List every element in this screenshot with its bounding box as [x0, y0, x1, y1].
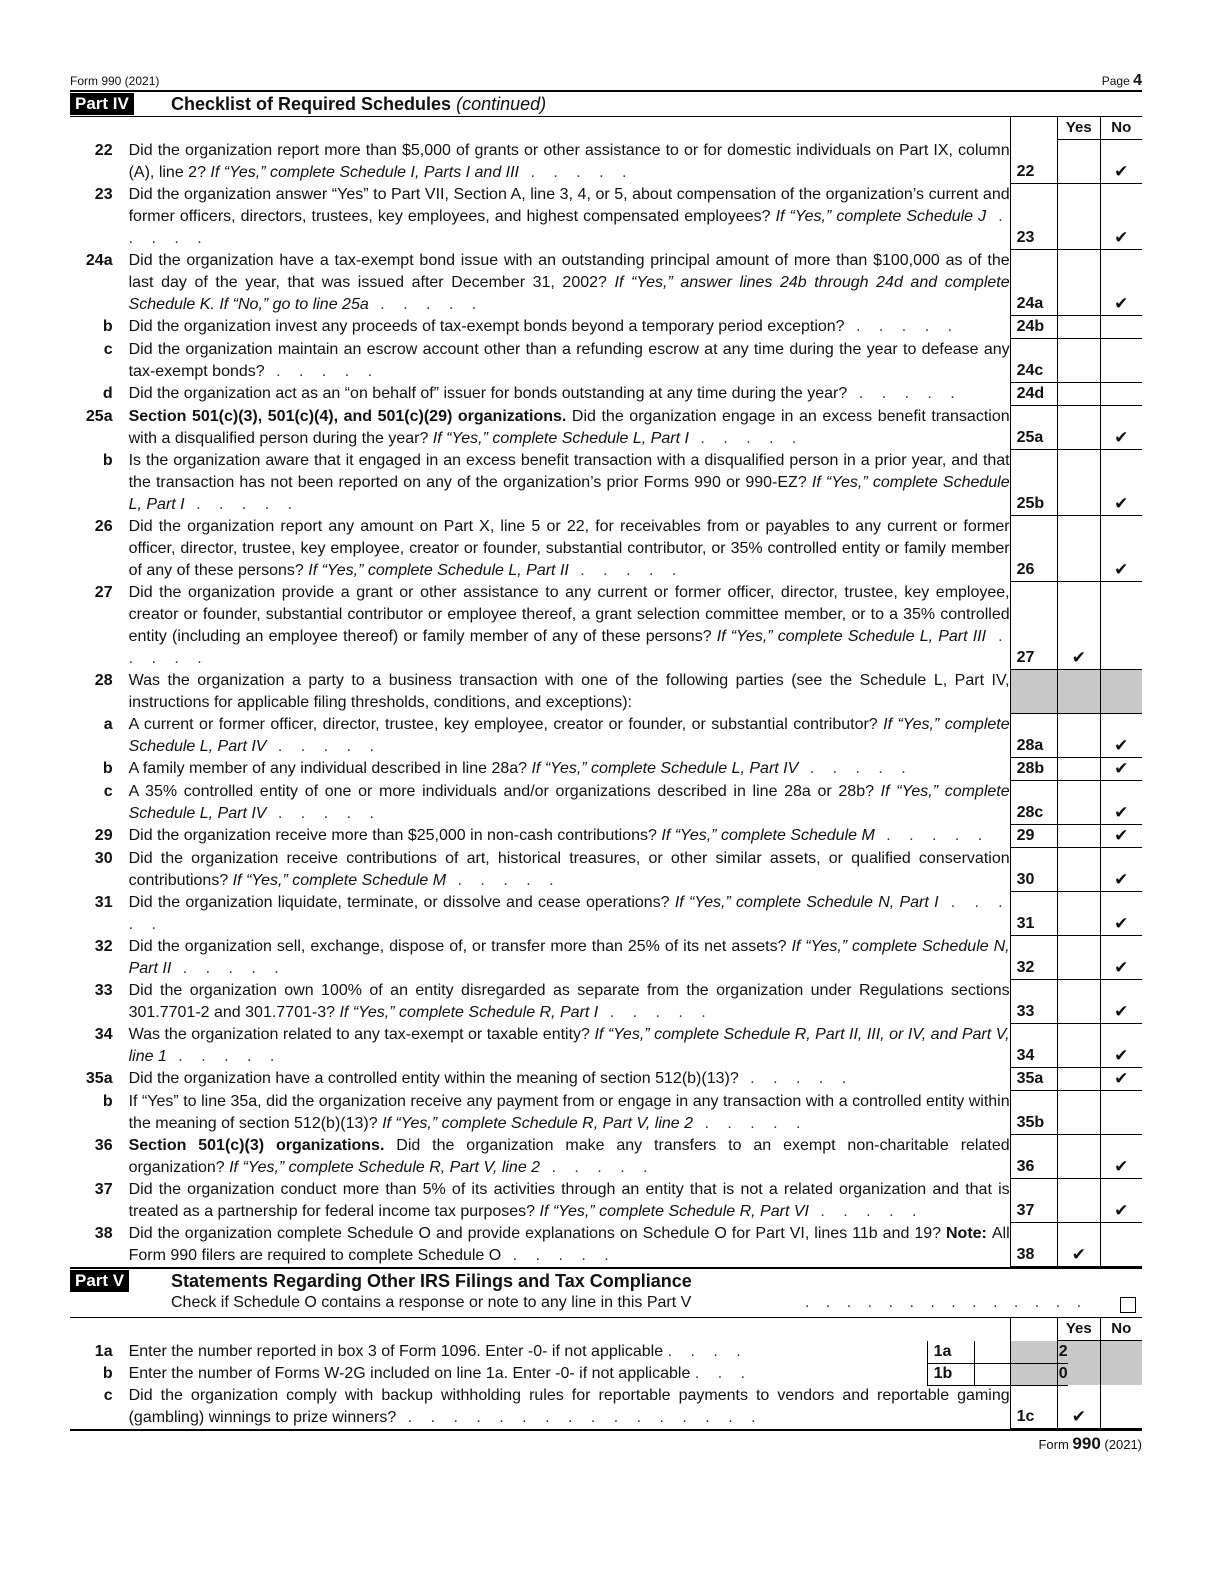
line-ref: 27	[1010, 582, 1057, 670]
no-cell[interactable]	[1100, 1091, 1142, 1135]
checklist-row	[70, 406, 1142, 450]
line-question: Did the organization conduct more than 5% of its activities through an entity that is not a related organization and that is treated as a partnership for federal income tax purposes? If “Yes,” complete Schedule R, Part VI . . . . .	[128, 1180, 1010, 1220]
line-ref: 28a	[1010, 714, 1057, 758]
line-number: 35a	[85, 1069, 113, 1087]
line-number: 27	[94, 583, 113, 601]
yes-cell[interactable]	[1058, 383, 1100, 406]
yes-cell[interactable]	[1058, 516, 1100, 582]
no-cell[interactable]	[1100, 582, 1142, 670]
line-question: Did the organization answer “Yes” to Part VII, Section A, line 3, 4, or 5, about compensation of the organization’s current and former officers, directors, trustees, key employees, and highest compensated employees? If “Yes,” complete Schedule J . . . . .	[128, 185, 1010, 247]
checklist-row	[70, 1068, 1142, 1091]
yes-cell[interactable]: ✔	[1058, 1223, 1100, 1267]
checklist-row	[70, 383, 1142, 406]
no-cell[interactable]	[1100, 383, 1142, 406]
checklist-row	[70, 1091, 1142, 1135]
part-v-label: Part V	[70, 1270, 129, 1292]
footer-form-number: 990	[1072, 1434, 1101, 1453]
part-v-header: Part V Statements Regarding Other IRS Filings and Tax Compliance Check if Schedule O contains a response or note to any line in this Part V . . . . . . . . . . . . . .	[70, 1267, 1142, 1318]
line-ref: 28c	[1010, 781, 1057, 825]
checklist-row	[70, 670, 1142, 714]
checklist-row	[70, 892, 1142, 936]
line-question: If “Yes” to line 35a, did the organization receive any payment from or engage in any transaction with a controlled entity within the meaning of section 512(b)(13)? If “Yes,” complete Schedule R, Part V, line 2 . . . . .	[128, 1092, 1010, 1132]
line-1b-text: Enter the number of Forms W-2G included on line 1a. Enter -0- if not applicable	[128, 1364, 691, 1382]
no-cell[interactable]	[1100, 339, 1142, 383]
line-number: 32	[94, 937, 113, 955]
no-cell[interactable]: ✔	[1100, 516, 1142, 582]
column-header-row	[70, 117, 1142, 140]
yes-cell[interactable]	[1058, 1179, 1100, 1223]
line-question: Is the organization aware that it engaged in an excess benefit transaction with a disqualified person in a prior year, and that the transaction has not been reported on any of the organization’s prior Forms 990 or 990-EZ? If “Yes,” complete Schedule L, Part I . . . . .	[128, 451, 1010, 513]
line-number: b	[102, 1092, 113, 1110]
checklist-row	[70, 1179, 1142, 1223]
line-ref: 24c	[1010, 339, 1057, 383]
line-ref: 23	[1010, 184, 1057, 250]
checklist-row	[70, 980, 1142, 1024]
line-1c-yes[interactable]: ✔	[1058, 1385, 1100, 1429]
form-label: Form 990 (2021)	[70, 74, 160, 88]
no-cell[interactable]	[1100, 670, 1142, 714]
no-cell[interactable]: ✔	[1100, 184, 1142, 250]
line-1c-text: Did the organization comply with backup withholding rules for reportable payments to vendors and reportable gaming (gambling) winnings to prize winners?	[128, 1386, 1010, 1426]
checklist-row	[70, 1024, 1142, 1068]
line-question: Was the organization a party to a business transaction with one of the following parties (see the Schedule L, Part IV, instructions for applicable filing thresholds, conditions, and exceptions):	[128, 671, 1010, 711]
yes-cell[interactable]	[1058, 316, 1100, 339]
yes-cell[interactable]	[1058, 825, 1100, 848]
yes-cell[interactable]	[1058, 848, 1100, 892]
part-v-table	[70, 1318, 1142, 1429]
line-number: 26	[94, 517, 113, 535]
schedule-o-checkbox[interactable]	[1120, 1297, 1136, 1313]
line-number: a	[103, 715, 113, 733]
line-question: Did the organization provide a grant or other assistance to any current or former officer, director, trustee, key employee, creator or founder, substantial contributor or employee thereof, a grant selection committee member, or to a 35% controlled entity (including an employee thereof) or family member of any of these persons? If “Yes,” complete Schedule L, Part III . . . . .	[128, 583, 1010, 667]
yes-cell[interactable]	[1058, 339, 1100, 383]
line-ref: 26	[1010, 516, 1057, 582]
line-question: Section 501(c)(3) organizations. Did the organization make any transfers to an exempt non-charitable related organization? If “Yes,” complete Schedule R, Part V, line 2 . . . . .	[128, 1136, 1010, 1176]
line-number: 23	[94, 185, 113, 203]
line-ref: 24b	[1010, 316, 1057, 339]
line-ref: 38	[1010, 1223, 1057, 1267]
checklist-row	[70, 758, 1142, 781]
line-1c-no[interactable]	[1100, 1385, 1142, 1429]
yes-cell[interactable]	[1058, 714, 1100, 758]
line-question: Section 501(c)(3), 501(c)(4), and 501(c)(29) organizations. Did the organization engage in an excess benefit transaction with a disqualified person during the year? If “Yes,” complete Schedule L, Part I . . . . .	[128, 407, 1010, 447]
no-cell[interactable]: ✔	[1100, 825, 1142, 848]
line-number: 37	[94, 1180, 113, 1198]
line-question: Did the organization receive more than $25,000 in non-cash contributions? If “Yes,” complete Schedule M . . . . .	[128, 826, 990, 844]
checklist-row	[70, 250, 1142, 316]
part-iv-header	[70, 90, 1142, 117]
line-1a-value[interactable]: 2	[975, 1341, 1068, 1364]
line-ref: 28b	[1010, 758, 1057, 781]
part-v-title: Statements Regarding Other IRS Filings and Tax Compliance	[171, 1271, 692, 1291]
line-ref: 34	[1010, 1024, 1057, 1068]
checklist-row	[70, 184, 1142, 250]
checklist-row	[70, 450, 1142, 516]
line-number: 31	[94, 893, 113, 911]
yes-cell[interactable]	[1058, 758, 1100, 781]
no-cell[interactable]: ✔	[1100, 714, 1142, 758]
line-1b-value[interactable]: 0	[975, 1363, 1068, 1386]
line-number: 29	[94, 826, 113, 844]
line-ref: 36	[1010, 1135, 1057, 1179]
checklist-row	[70, 936, 1142, 980]
no-column-header: No	[1100, 117, 1142, 140]
no-cell[interactable]: ✔	[1100, 1068, 1142, 1091]
no-cell[interactable]: ✔	[1100, 758, 1142, 781]
line-ref: 22	[1010, 140, 1057, 184]
checklist-row	[70, 316, 1142, 339]
line-question: A current or former officer, director, trustee, key employee, creator or founder, or substantial contributor? If “Yes,” complete Schedule L, Part IV . . . . .	[128, 715, 1010, 755]
no-cell[interactable]: ✔	[1100, 450, 1142, 516]
page-footer: Form 990 (2021)	[70, 1429, 1142, 1454]
checklist-row	[70, 1223, 1142, 1267]
part-iv-title: Checklist of Required Schedules (continued)	[171, 94, 547, 114]
line-1c-ref: 1c	[1010, 1385, 1057, 1429]
line-ref: 24d	[1010, 383, 1057, 406]
part-iv-label: Part IV	[70, 93, 134, 115]
line-question: Did the organization invest any proceeds of tax-exempt bonds beyond a temporary period exception? . . . . .	[128, 317, 960, 335]
line-number: 34	[94, 1025, 113, 1043]
line-1a-row: 1a Enter the number reported in box 3 of Form 1096. Enter -0- if not applicable . . . . 1a 2	[70, 1341, 1142, 1363]
line-question: A 35% controlled entity of one or more individuals and/or organizations described in line 28a or 28b? If “Yes,” complete Schedule L, Part IV . . . . .	[128, 782, 1010, 822]
line-question: Did the organization complete Schedule O and provide explanations on Schedule O for Part VI, lines 11b and 19? Note: All Form 990 filers are required to complete Schedule O . . . . .	[128, 1224, 1010, 1264]
line-question: Did the organization act as an “on behalf of” issuer for bonds outstanding at any time during the year? . . . . .	[128, 384, 962, 402]
no-cell[interactable]: ✔	[1100, 406, 1142, 450]
no-cell[interactable]: ✔	[1100, 892, 1142, 936]
yes-cell[interactable]	[1058, 1135, 1100, 1179]
part-v-no-header: No	[1100, 1318, 1142, 1341]
line-ref: 31	[1010, 892, 1057, 936]
checklist-row	[70, 1135, 1142, 1179]
no-cell[interactable]: ✔	[1100, 1024, 1142, 1068]
yes-cell[interactable]: ✔	[1058, 582, 1100, 670]
line-ref: 24a	[1010, 250, 1057, 316]
checklist-row	[70, 848, 1142, 892]
line-question: Was the organization related to any tax-exempt or taxable entity? If “Yes,” complete Schedule R, Part II, III, or IV, and Part V, line 1 . . . . .	[128, 1025, 1010, 1065]
line-number: c	[103, 782, 113, 800]
no-cell[interactable]: ✔	[1100, 848, 1142, 892]
checklist-row	[70, 582, 1142, 670]
part-iv-checklist	[70, 117, 1142, 1267]
line-ref: 25a	[1010, 406, 1057, 450]
part-v-yes-header: Yes	[1058, 1318, 1100, 1341]
line-number: 24a	[85, 251, 113, 269]
line-question: Did the organization maintain an escrow account other than a refunding escrow at any time during the year to defease any tax-exempt bonds? . . . . .	[128, 340, 1010, 380]
line-number: 28	[94, 671, 113, 689]
yes-column-header: Yes	[1058, 117, 1100, 140]
yes-cell[interactable]	[1058, 1091, 1100, 1135]
line-ref: 32	[1010, 936, 1057, 980]
line-question: Did the organization have a controlled entity within the meaning of section 512(b)(13)? . . . . .	[128, 1069, 854, 1087]
line-number: b	[102, 759, 113, 777]
checklist-row	[70, 516, 1142, 582]
no-cell[interactable]: ✔	[1100, 1179, 1142, 1223]
line-number: b	[102, 451, 113, 469]
schedule-o-check-text: Check if Schedule O contains a response or note to any line in this Part V	[171, 1294, 692, 1311]
line-number: 25a	[85, 407, 113, 425]
line-1b-row: b Enter the number of Forms W-2G included on line 1a. Enter -0- if not applicable . . . 1b 0	[70, 1363, 1142, 1385]
line-ref	[1010, 670, 1057, 714]
yes-cell[interactable]	[1058, 1068, 1100, 1091]
yes-cell[interactable]	[1058, 781, 1100, 825]
page-number: Page 4	[1101, 72, 1142, 89]
yes-cell[interactable]	[1058, 1024, 1100, 1068]
checklist-row	[70, 339, 1142, 383]
checklist-row	[70, 714, 1142, 758]
page-header	[70, 72, 1142, 90]
line-ref: 35b	[1010, 1091, 1057, 1135]
yes-cell[interactable]	[1058, 184, 1100, 250]
line-ref: 35a	[1010, 1068, 1057, 1091]
line-1c-row: c Did the organization comply with backup withholding rules for reportable payments to vendors and reportable gaming (gambling) winnings to prize winners? . . . . . . . . . . . . . . . . 1c ✔	[70, 1385, 1142, 1429]
form-page	[70, 72, 1142, 1454]
yes-cell[interactable]	[1058, 140, 1100, 184]
checklist-row	[70, 140, 1142, 184]
no-cell[interactable]: ✔	[1100, 250, 1142, 316]
no-cell[interactable]: ✔	[1100, 1135, 1142, 1179]
line-question: Did the organization receive contributions of art, historical treasures, or other similar assets, or qualified conservation contributions? If “Yes,” complete Schedule M . . . . .	[128, 849, 1010, 889]
line-ref: 30	[1010, 848, 1057, 892]
line-ref: 33	[1010, 980, 1057, 1024]
line-number: d	[102, 384, 113, 402]
yes-cell[interactable]	[1058, 936, 1100, 980]
line-1a-text: Enter the number reported in box 3 of Form 1096. Enter -0- if not applicable	[128, 1342, 664, 1360]
line-ref: 29	[1010, 825, 1057, 848]
yes-cell[interactable]	[1058, 450, 1100, 516]
checklist-row	[70, 825, 1142, 848]
line-question: Did the organization sell, exchange, dispose of, or transfer more than 25% of its net assets? If “Yes,” complete Schedule N, Part II . . . . .	[128, 937, 1010, 977]
line-number: 38	[94, 1224, 113, 1242]
line-question: Did the organization have a tax-exempt bond issue with an outstanding principal amount of more than $100,000 as of the last day of the year, that was issued after December 31, 2002? If “Yes,” answer lines 24b through 24d and complete Schedule K. If “No,” go to line 25a . . . . .	[128, 251, 1010, 313]
line-number: 30	[94, 849, 113, 867]
no-cell[interactable]	[1100, 1223, 1142, 1267]
yes-cell[interactable]	[1058, 892, 1100, 936]
no-cell[interactable]: ✔	[1100, 936, 1142, 980]
yes-cell[interactable]	[1058, 670, 1100, 714]
line-question: A family member of any individual described in line 28a? If “Yes,” complete Schedule L, Part IV . . . . .	[128, 759, 913, 777]
no-cell[interactable]: ✔	[1100, 140, 1142, 184]
line-question: Did the organization report more than $5,000 of grants or other assistance to or for domestic individuals on Part IX, column (A), line 2? If “Yes,” complete Schedule I, Parts I and III . . . . .	[128, 141, 1010, 181]
line-number: 36	[94, 1136, 113, 1154]
checklist-row	[70, 781, 1142, 825]
part-v-column-header-row	[70, 1318, 1142, 1341]
line-number: 22	[94, 141, 113, 159]
line-ref: 37	[1010, 1179, 1057, 1223]
yes-cell[interactable]	[1058, 980, 1100, 1024]
line-question: Did the organization liquidate, terminate, or dissolve and cease operations? If “Yes,” complete Schedule N, Part I . . . . .	[128, 893, 1010, 933]
no-cell[interactable]: ✔	[1100, 980, 1142, 1024]
yes-cell[interactable]	[1058, 406, 1100, 450]
line-question: Did the organization report any amount on Part X, line 5 or 22, for receivables from or payables to any current or former officer, director, trustee, key employee, creator or founder, substantial contributor, or 35% controlled entity or family member of any of these persons? If “Yes,” complete Schedule L, Part II . . . . .	[128, 517, 1010, 579]
yes-cell[interactable]	[1058, 250, 1100, 316]
line-ref: 25b	[1010, 450, 1057, 516]
no-cell[interactable]	[1100, 316, 1142, 339]
line-question: Did the organization own 100% of an entity disregarded as separate from the organization under Regulations sections 301.7701-2 and 301.7701-3? If “Yes,” complete Schedule R, Part I . . . . .	[128, 981, 1010, 1021]
no-cell[interactable]: ✔	[1100, 781, 1142, 825]
line-1a-box-label: 1a	[927, 1341, 975, 1364]
line-number: b	[102, 317, 113, 335]
line-number: c	[103, 340, 113, 358]
line-number: 33	[94, 981, 113, 999]
line-1b-box-label: 1b	[927, 1363, 975, 1386]
